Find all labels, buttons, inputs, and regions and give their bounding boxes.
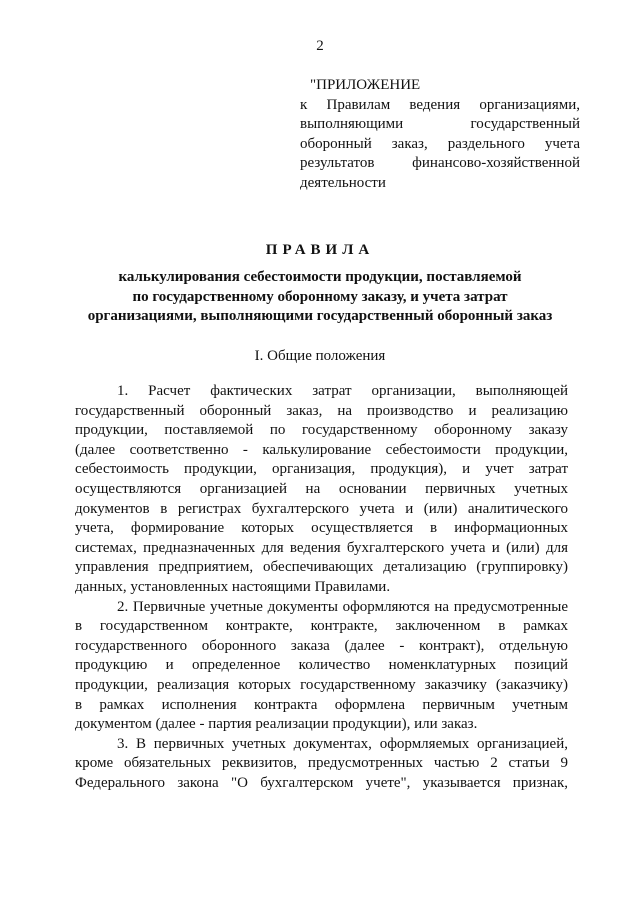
paragraph-line: кроме обязательных реквизитов, предусмотренных частью 2 статьи 9 [75, 755, 568, 772]
appendix-line: к Правилам ведения организациями, [300, 96, 580, 113]
paragraph-2 [75, 598, 568, 735]
appendix-line: выполняющими государственный [300, 116, 580, 132]
paragraph-line: документом (далее - партия реализации продукции), или заказ. [75, 716, 478, 733]
paragraph-line: осуществляются организацией на основании первичных учетных [75, 480, 568, 497]
paragraph-line: в рамках исполнения контракта оформлена первичным учетным [75, 696, 568, 713]
paragraph-line: системах, предназначенных для ведения бухгалтерского учета и (или) для [75, 539, 568, 556]
page-number: 2 [316, 38, 324, 54]
appendix-line: оборонный заказ, раздельного учета [300, 135, 580, 152]
paragraph-line: продукции, поставляемой по государственному оборонному заказу [75, 422, 568, 439]
document-title: ПРАВИЛА [265, 242, 375, 258]
paragraph-line: государственного оборонного заказа (далее - контракт), отдельную [75, 637, 568, 654]
appendix-block [300, 76, 580, 193]
appendix-line: "ПРИЛОЖЕНИЕ [310, 77, 421, 93]
paragraph-line: (далее соответственно - калькулирование себестоимости продукции, [75, 441, 568, 458]
paragraph-line: продукцию и определенное количество номенклатурных позиций [75, 657, 568, 674]
paragraph-line: государственный оборонный заказ, на производство и реализацию [75, 402, 568, 419]
appendix-line: деятельности [300, 174, 386, 191]
paragraph-line: данных, установленных настоящими Правилами. [75, 578, 391, 595]
subtitle-line: организациями, выполняющими государственный оборонный заказ [87, 308, 553, 324]
paragraph-line: в государственном контракте, контракте, заключенном в рамках [75, 618, 568, 635]
body-text [75, 382, 568, 793]
section-heading: I. Общие положения [254, 348, 386, 364]
paragraph-line: продукции, реализация которых государственному заказчику (заказчику) [75, 676, 568, 693]
paragraph-line: 3. В первичных учетных документах, оформляемых организацией, [117, 735, 568, 752]
paragraph-line: Федерального закона "О бухгалтерском учете", указывается признак, [75, 774, 568, 791]
paragraph-line: 2. Первичные учетные документы оформляются на предусмотренные [117, 598, 568, 615]
paragraph-line: управления предприятием, обеспечивающих детализацию (группировку) [75, 559, 568, 576]
paragraph-line: документов в регистрах бухгалтерского учета и (или) аналитического [75, 500, 568, 517]
document-subtitle [60, 268, 580, 327]
paragraph-line: себестоимость продукции, организация, продукция), и учет затрат [75, 461, 568, 478]
subtitle-line: по государственному оборонному заказу, и учета затрат [132, 288, 508, 305]
paragraph-3 [75, 735, 568, 794]
paragraph-line: 1. Расчет фактических затрат организации, выполняющей [117, 383, 568, 399]
subtitle-line: калькулирования себестоимости продукции, поставляемой [118, 269, 522, 285]
appendix-line: результатов финансово-хозяйственной [300, 155, 580, 171]
paragraph-1 [75, 382, 568, 598]
paragraph-line: учета, формирование которых осуществляется в информационных [75, 520, 568, 537]
